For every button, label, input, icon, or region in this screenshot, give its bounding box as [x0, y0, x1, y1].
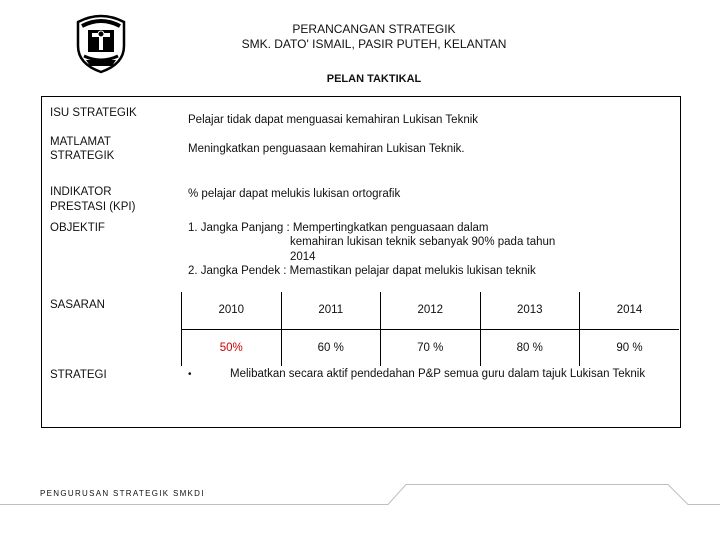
kpi-label-line2: PRESTASI (KPI) [50, 201, 136, 213]
sasaran-label: SASARAN [50, 299, 105, 311]
plan-subtitle: PELAN TAKTIKAL [326, 73, 422, 85]
school-crest-logo [72, 12, 130, 74]
target-years-row [182, 292, 680, 329]
document-title: PERANCANGAN STRATEGIK [292, 22, 456, 36]
target-year: 2013 [480, 292, 580, 329]
target-table [181, 292, 679, 366]
matlamat-value: Meningkatkan penguasaan kemahiran Lukisan Teknik. [188, 143, 465, 155]
footer-label: PENGURUSAN STRATEGIK SMKDI [40, 489, 205, 498]
target-value: 60 % [281, 329, 381, 366]
objektif-label: OBJEKTIF [50, 222, 105, 234]
objektif-long-term-cont: kemahiran lukisan teknik sebanyak 90% pada tahun [290, 236, 556, 248]
matlamat-label-line2: STRATEGIK [50, 150, 115, 162]
target-year: 2014 [580, 292, 680, 329]
target-year: 2012 [381, 292, 481, 329]
objektif-short-term: 2. Jangka Pendek : Memastikan pelajar dapat melukis lukisan teknik [188, 265, 536, 277]
isu-strategik-label: ISU STRATEGIK [50, 107, 137, 119]
bullet-icon: • [188, 369, 192, 380]
objektif-long-term: 1. Jangka Panjang : Mempertingkatkan penguasaan dalam [188, 222, 489, 234]
school-name: SMK. DATO' ISMAIL, PASIR PUTEH, KELANTAN [241, 37, 507, 51]
target-year: 2011 [281, 292, 381, 329]
kpi-label-line1: INDIKATOR [50, 186, 112, 198]
target-value: 70 % [381, 329, 481, 366]
target-year: 2010 [182, 292, 282, 329]
target-values-row [182, 329, 680, 366]
target-value: 80 % [480, 329, 580, 366]
strategi-value: Melibatkan secara aktif pendedahan P&P semua guru dalam tajuk Lukisan Teknik [230, 368, 646, 380]
strategi-label: STRATEGI [50, 369, 107, 381]
target-value-highlighted: 50% [182, 329, 282, 366]
footer-divider [0, 480, 720, 520]
target-value: 90 % [580, 329, 680, 366]
matlamat-label-line1: MATLAMAT [50, 136, 111, 148]
objektif-long-term-year: 2014 [290, 251, 316, 263]
isu-strategik-value: Pelajar tidak dapat menguasai kemahiran Lukisan Teknik [188, 114, 479, 126]
kpi-value: % pelajar dapat melukis lukisan ortografik [188, 188, 401, 200]
